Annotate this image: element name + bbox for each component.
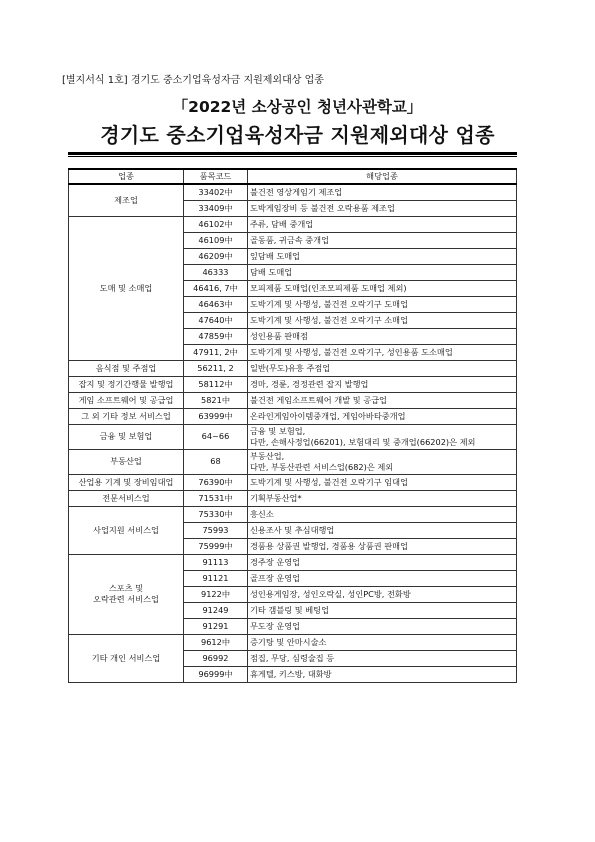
applicable-industry-text: 무도장 운영업 [250, 620, 301, 631]
industry-category: 기타 개인 서비스업 [91, 652, 161, 663]
applicable-industry [248, 184, 517, 200]
header-industry: 업종 [69, 169, 184, 184]
applicable-industry [248, 666, 517, 682]
industry-category-cell [69, 634, 184, 682]
item-code: 76390中 [184, 474, 248, 490]
table-row [69, 474, 517, 490]
applicable-industry [248, 522, 517, 538]
applicable-industry [248, 248, 517, 264]
item-code: 91249 [184, 602, 248, 618]
item-code: 33402中 [184, 184, 248, 200]
title-rule-thick [68, 152, 517, 155]
industry-category-cell [69, 216, 184, 360]
table-header-row [69, 169, 517, 184]
item-code: 46102中 [184, 216, 248, 232]
item-code: 68 [184, 449, 248, 474]
applicable-industry [248, 618, 517, 634]
applicable-industry-text: 불건전 게임소프트웨어 개발 및 공급업 [250, 394, 387, 405]
applicable-industry [248, 344, 517, 360]
industry-category: 스포츠 및 [108, 583, 144, 593]
industry-category-cell [69, 424, 184, 449]
applicable-industry [248, 216, 517, 232]
applicable-industry [248, 392, 517, 408]
applicable-industry [248, 506, 517, 522]
item-code: 47640中 [184, 312, 248, 328]
industry-category: 게임 소프트웨어 및 공급업 [78, 394, 174, 405]
applicable-industry [248, 360, 517, 376]
industry-category-cell [69, 506, 184, 554]
industry-category: 산업용 기계 및 장비임대업 [78, 476, 174, 487]
applicable-industry-text: 도박기계 및 사행성, 불건전 오락기구 임대업 [250, 476, 408, 487]
applicable-industry [248, 474, 517, 490]
applicable-industry [248, 264, 517, 280]
industry-category-line2: 오락관련 서비스업 [93, 594, 159, 604]
item-code: 33409中 [184, 200, 248, 216]
table-row [69, 408, 517, 424]
table-row [69, 376, 517, 392]
industry-category: 금융 및 보험업 [99, 431, 153, 441]
item-code: 91121 [184, 570, 248, 586]
header-item-code: 품목코드 [184, 169, 248, 184]
applicable-industry-text: 도박기계 및 사행성, 불건전 오락기구 도매업 [250, 298, 408, 309]
item-code: 71531中 [184, 490, 248, 506]
applicable-industry-text: 담배 도매업 [250, 266, 293, 277]
industry-category: 사업지원 서비스업 [93, 524, 159, 535]
table-row [69, 634, 517, 650]
item-code: 91291 [184, 618, 248, 634]
table-row [69, 360, 517, 376]
applicable-industry-text: 잎담배 도매업 [250, 250, 301, 261]
applicable-industry [248, 586, 517, 602]
item-code: 75330中 [184, 506, 248, 522]
industry-category: 부동산업 [110, 456, 142, 466]
subtitle: 「2022년 소상공인 청년사관학교」 [172, 98, 423, 116]
item-code: 46109中 [184, 232, 248, 248]
applicable-industry [248, 449, 517, 474]
item-code: 46333 [184, 264, 248, 280]
applicable-industry-note: 다만, 손해사정업(66201), 보험대리 및 중개업(66202)은 제외 [250, 436, 476, 447]
applicable-industry [248, 296, 517, 312]
applicable-industry-text: 도박기계 및 사행성, 불건전 오락기구, 성인용품 도소매업 [250, 346, 453, 357]
table-row [69, 424, 517, 449]
applicable-industry [248, 312, 517, 328]
table-row [69, 554, 517, 570]
industry-category-cell [69, 474, 184, 490]
item-code: 56211, 2 [184, 360, 248, 376]
applicable-industry-text: 금융 및 보험업, [250, 425, 306, 436]
item-code: 58112中 [184, 376, 248, 392]
applicable-industry-text: 부동산업, [250, 450, 285, 461]
industry-category-cell [69, 408, 184, 424]
applicable-industry-text: 골동품, 귀금속 중개업 [250, 234, 329, 245]
table-row [69, 392, 517, 408]
item-code: 9612中 [184, 634, 248, 650]
applicable-industry [248, 280, 517, 296]
item-code: 64~66 [184, 424, 248, 449]
item-code: 75993 [184, 522, 248, 538]
applicable-industry-text: 흥신소 [250, 508, 274, 519]
applicable-industry [248, 328, 517, 344]
industry-category-cell [69, 490, 184, 506]
applicable-industry-text: 도박기계 및 사행성, 불건전 오락기구 소매업 [250, 314, 408, 325]
industry-category-cell [69, 554, 184, 634]
form-label: [별지서식 1호] 경기도 중소기업육성자금 지원제외대상 업종 [62, 75, 324, 86]
applicable-industry-text: 경주장 운영업 [250, 556, 301, 567]
applicable-industry-text: 골프장 운영업 [250, 572, 301, 583]
table-row [69, 449, 517, 474]
applicable-industry [248, 570, 517, 586]
applicable-industry-text: 경마, 경륜, 경정관련 잡지 발행업 [250, 378, 369, 389]
industry-category-cell [69, 184, 184, 216]
applicable-industry [248, 490, 517, 506]
applicable-industry [248, 634, 517, 650]
industry-category-cell [69, 360, 184, 376]
item-code: 96999中 [184, 666, 248, 682]
industry-category: 전문서비스업 [102, 492, 150, 503]
item-code: 47911, 2中 [184, 344, 248, 360]
industry-category: 음식점 및 주점업 [95, 362, 157, 373]
applicable-industry-text: 기획부동산업* [250, 492, 302, 503]
applicable-industry [248, 538, 517, 554]
applicable-industry-text: 불건전 영상게임기 제조업 [250, 186, 343, 197]
applicable-industry-text: 성인용품 판매점 [250, 330, 308, 341]
table-row [69, 490, 517, 506]
applicable-industry-text: 휴게텔, 키스방, 대화방 [250, 668, 332, 679]
industry-category: 그 외 기타 정보 서비스업 [81, 410, 171, 421]
applicable-industry-text: 점집, 무당, 심령술집 등 [250, 652, 335, 663]
applicable-industry [248, 424, 517, 449]
industry-category-cell [69, 449, 184, 474]
applicable-industry-text: 성인용게임장, 성인오락실, 성인PC방, 전화방 [250, 588, 411, 599]
applicable-industry-text: 도박게임장비 등 불건전 오락용품 제조업 [250, 202, 395, 213]
applicable-industry-text: 신용조사 및 추심대행업 [250, 524, 335, 535]
table-row [69, 506, 517, 522]
item-code: 46209中 [184, 248, 248, 264]
item-code: 63999中 [184, 408, 248, 424]
page-title: 경기도 중소기업육성자금 지원제외대상 업종 [100, 123, 495, 147]
applicable-industry-text: 일반(무도)유흥 주점업 [250, 362, 331, 373]
applicable-industry [248, 200, 517, 216]
item-code: 96992 [184, 650, 248, 666]
applicable-industry-text: 기타 갬블링 및 베팅업 [250, 604, 329, 615]
applicable-industry [248, 554, 517, 570]
applicable-industry-text: 온라인게임아이템중개업, 게임아바타중개업 [250, 410, 406, 421]
item-code: 75999中 [184, 538, 248, 554]
applicable-industry-text: 모피제품 도매업(인조모피제품 도매업 제외) [250, 282, 407, 293]
industry-category-cell [69, 392, 184, 408]
applicable-industry-text: 경품용 상품권 발행업, 경품용 상품권 판매업 [250, 540, 408, 551]
applicable-industry-note: 다만, 부동산관련 서비스업(682)은 제외 [250, 461, 394, 472]
applicable-industry-text: 증기탕 및 안마시술소 [250, 636, 327, 647]
applicable-industry [248, 232, 517, 248]
item-code: 5821中 [184, 392, 248, 408]
applicable-industry [248, 408, 517, 424]
applicable-industry [248, 376, 517, 392]
applicable-industry [248, 602, 517, 618]
industry-category: 제조업 [114, 194, 138, 205]
header-applicable-industry: 해당업종 [248, 169, 517, 184]
excluded-industries-table [68, 168, 517, 683]
applicable-industry-text: 주류, 담배 중개업 [250, 218, 314, 229]
applicable-industry [248, 650, 517, 666]
item-code: 46416, 7中 [184, 280, 248, 296]
item-code: 9122中 [184, 586, 248, 602]
industry-category-cell [69, 376, 184, 392]
item-code: 91113 [184, 554, 248, 570]
item-code: 46463中 [184, 296, 248, 312]
table-row [69, 216, 517, 232]
industry-category: 잡지 및 정기간행물 발행업 [78, 378, 174, 389]
industry-category: 도매 및 소매업 [99, 282, 153, 293]
title-rule-thin [68, 156, 517, 157]
table-row [69, 184, 517, 200]
item-code: 47859中 [184, 328, 248, 344]
